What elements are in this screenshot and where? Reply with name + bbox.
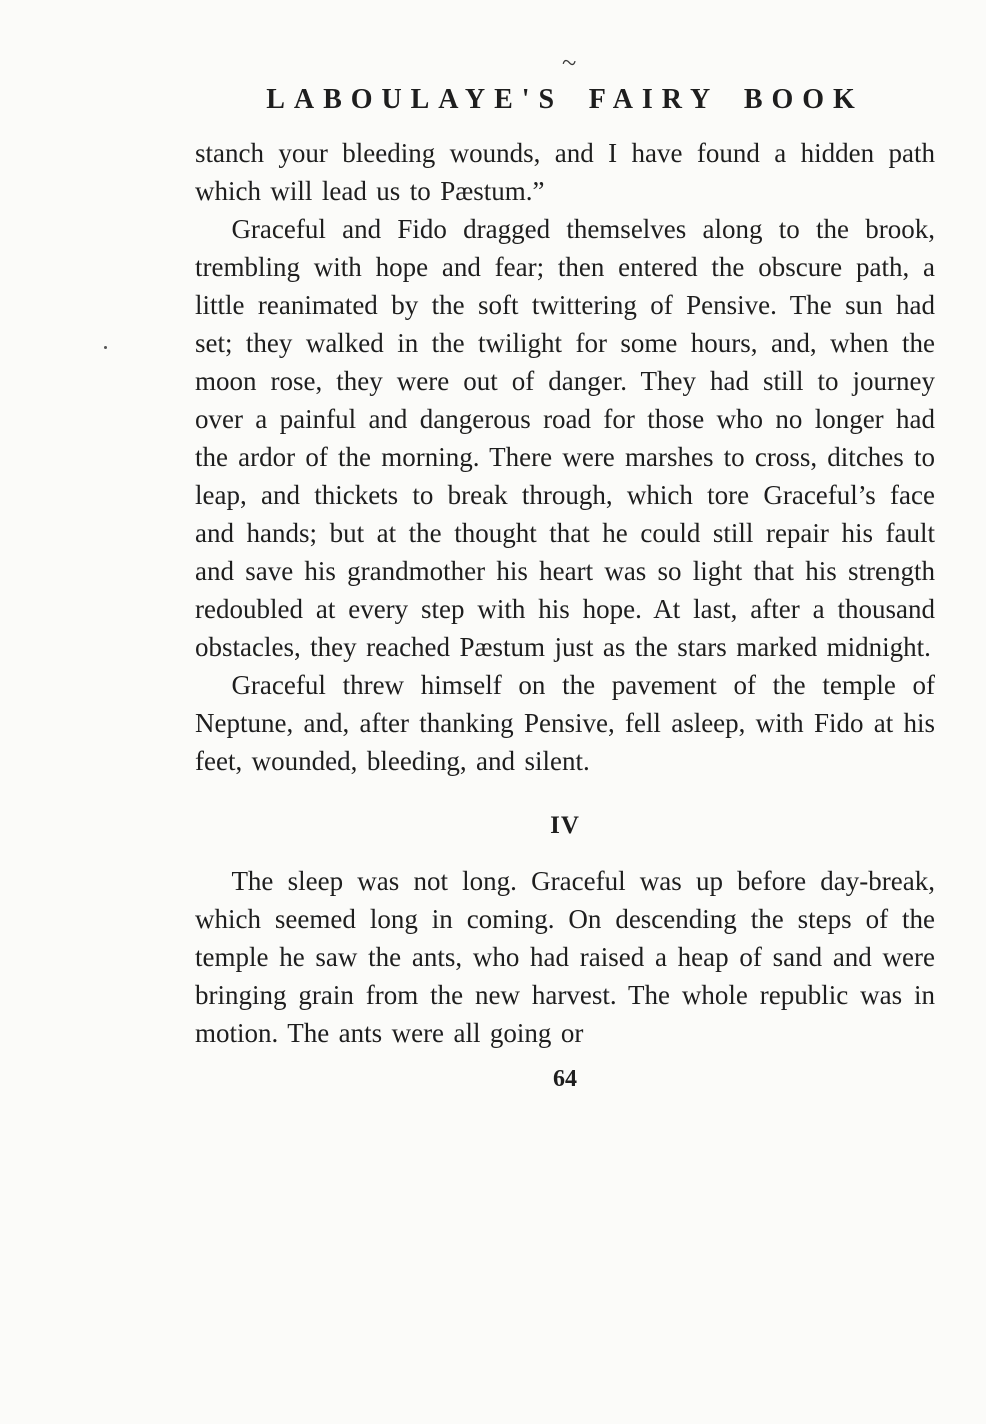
paragraph-daybreak: The sleep was not long. Graceful was up before day-break, which seemed long in coming. On descending the steps of the temple he saw the ants, who had raised a heap of sand and were bringing grain from the new harvest. The whole republic was in motion. The ants were all going or [195,866,935,1048]
body-text [195,134,935,1052]
paragraph-continuation: stanch your bleeding wounds, and I have found a hidden path which will lead us to Pæstum.” [195,138,935,206]
scan-artifact-dot [104,346,107,349]
running-head-title: LABOULAYE'S FAIRY BOOK [266,84,864,115]
paragraph-journey: Graceful and Fido dragged themselves along to the brook, trembling with hope and fear; then entered the obscure path, a little reanimated by the soft twittering of Pensive. The sun had set; they walked in the twilight for some hours, and, when the moon rose, they were out of danger. They had still to journey over a painful and dangerous road for those who no longer had the ardor of the morning. There were marshes to cross, ditches to leap, and thickets to break through, which tore Graceful’s face and hands; but at the thought that he could still repair his fault and save his grandmother his heart was so light that his strength redoubled at every step with his hope. At last, after a thousand obstacles, they reached Pæstum just as the stars marked midnight. [195,214,935,662]
paragraph-temple: Graceful threw himself on the pavement of the temple of Neptune, and, after thanking Pensive, fell asleep, with Fido at his feet, wounded, bleeding, and silent. [195,670,935,776]
book-page [195,84,935,1093]
section-heading-iv: IV [550,812,580,839]
scan-artifact-mark: ~ [560,47,579,78]
page-number: 64 [553,1066,577,1092]
